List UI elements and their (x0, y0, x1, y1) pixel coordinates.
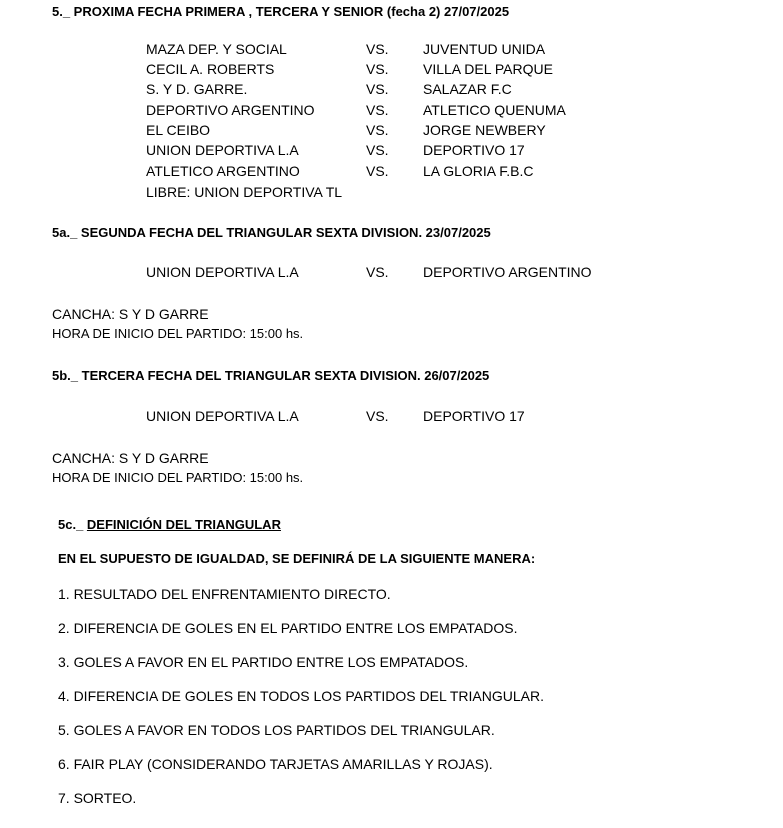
home-team: EL CEIBO (146, 122, 211, 138)
home-team: UNION DEPORTIVA L.A (146, 408, 299, 424)
section-5a-title: 5a._ SEGUNDA FECHA DEL TRIANGULAR SEXTA DIVISION. 23/07/2025 (52, 225, 491, 240)
triangular-match-row (0, 408, 783, 428)
vs-label: VS. (366, 61, 389, 77)
vs-label: VS. (366, 41, 389, 57)
away-team: VILLA DEL PARQUE (423, 61, 553, 77)
vs-label: VS. (366, 163, 389, 179)
criteria-item: 3. GOLES A FAVOR EN EL PARTIDO ENTRE LOS EMPATADOS. (58, 654, 469, 670)
away-team: JORGE NEWBERY (423, 122, 546, 138)
section-5c-title (58, 517, 281, 532)
criteria-item: 2. DIFERENCIA DE GOLES EN EL PARTIDO ENTRE LOS EMPATADOS. (58, 620, 518, 636)
fixture-row (0, 61, 783, 81)
away-team: SALAZAR F.C (423, 81, 512, 97)
hora-text: HORA DE INICIO DEL PARTIDO: 15:00 hs. (52, 326, 304, 341)
vs-label: VS. (366, 122, 389, 138)
fixture-row (0, 41, 783, 61)
vs-label: VS. (366, 264, 389, 280)
criteria-item: 5. GOLES A FAVOR EN TODOS LOS PARTIDOS DEL TRIANGULAR. (58, 722, 495, 738)
home-team: UNION DEPORTIVA L.A (146, 142, 299, 158)
home-team: MAZA DEP. Y SOCIAL (146, 41, 287, 57)
vs-label: VS. (366, 81, 389, 97)
section-5c-prefix: 5c._ (58, 517, 87, 532)
fixture-row (0, 102, 783, 122)
section-5b-title: 5b._ TERCERA FECHA DEL TRIANGULAR SEXTA DIVISION. 26/07/2025 (52, 368, 490, 383)
away-team: JUVENTUD UNIDA (423, 41, 546, 57)
home-team: CECIL A. ROBERTS (146, 61, 275, 77)
cancha-text: CANCHA: S Y D GARRE (52, 450, 209, 466)
cancha-text: CANCHA: S Y D GARRE (52, 306, 209, 322)
section-5c-subtitle: EN EL SUPUESTO DE IGUALDAD, SE DEFINIRÁ DE LA SIGUIENTE MANERA: (58, 551, 536, 566)
away-team: ATLETICO QUENUMA (423, 102, 566, 118)
vs-label: VS. (366, 102, 389, 118)
fixture-row (0, 122, 783, 142)
away-team: DEPORTIVO 17 (423, 408, 525, 424)
away-team: DEPORTIVO ARGENTINO (423, 264, 592, 280)
libre-team: LIBRE: UNION DEPORTIVA TL (146, 184, 343, 200)
triangular-match-row (0, 264, 783, 284)
libre-row (0, 184, 783, 204)
criteria-item: 6. FAIR PLAY (CONSIDERANDO TARJETAS AMARILLAS Y ROJAS). (58, 756, 493, 772)
hora-text: HORA DE INICIO DEL PARTIDO: 15:00 hs. (52, 470, 304, 485)
fixture-row (0, 163, 783, 183)
away-team: DEPORTIVO 17 (423, 142, 525, 158)
away-team: LA GLORIA F.B.C (423, 163, 534, 179)
criteria-item: 4. DIFERENCIA DE GOLES EN TODOS LOS PARTIDOS DEL TRIANGULAR. (58, 688, 544, 704)
home-team: UNION DEPORTIVA L.A (146, 264, 299, 280)
vs-label: VS. (366, 142, 389, 158)
fixture-row (0, 81, 783, 101)
fixture-row (0, 142, 783, 162)
criteria-item: 7. SORTEO. (58, 790, 137, 806)
criteria-item: 1. RESULTADO DEL ENFRENTAMIENTO DIRECTO. (58, 586, 391, 602)
section-5-title: 5._ PROXIMA FECHA PRIMERA , TERCERA Y SENIOR (fecha 2) 27/07/2025 (52, 4, 510, 19)
home-team: ATLETICO ARGENTINO (146, 163, 300, 179)
vs-label: VS. (366, 408, 389, 424)
section-5c-heading: DEFINICIÓN DEL TRIANGULAR (86, 517, 281, 532)
home-team: S. Y D. GARRE. (146, 81, 248, 97)
home-team: DEPORTIVO ARGENTINO (146, 102, 315, 118)
